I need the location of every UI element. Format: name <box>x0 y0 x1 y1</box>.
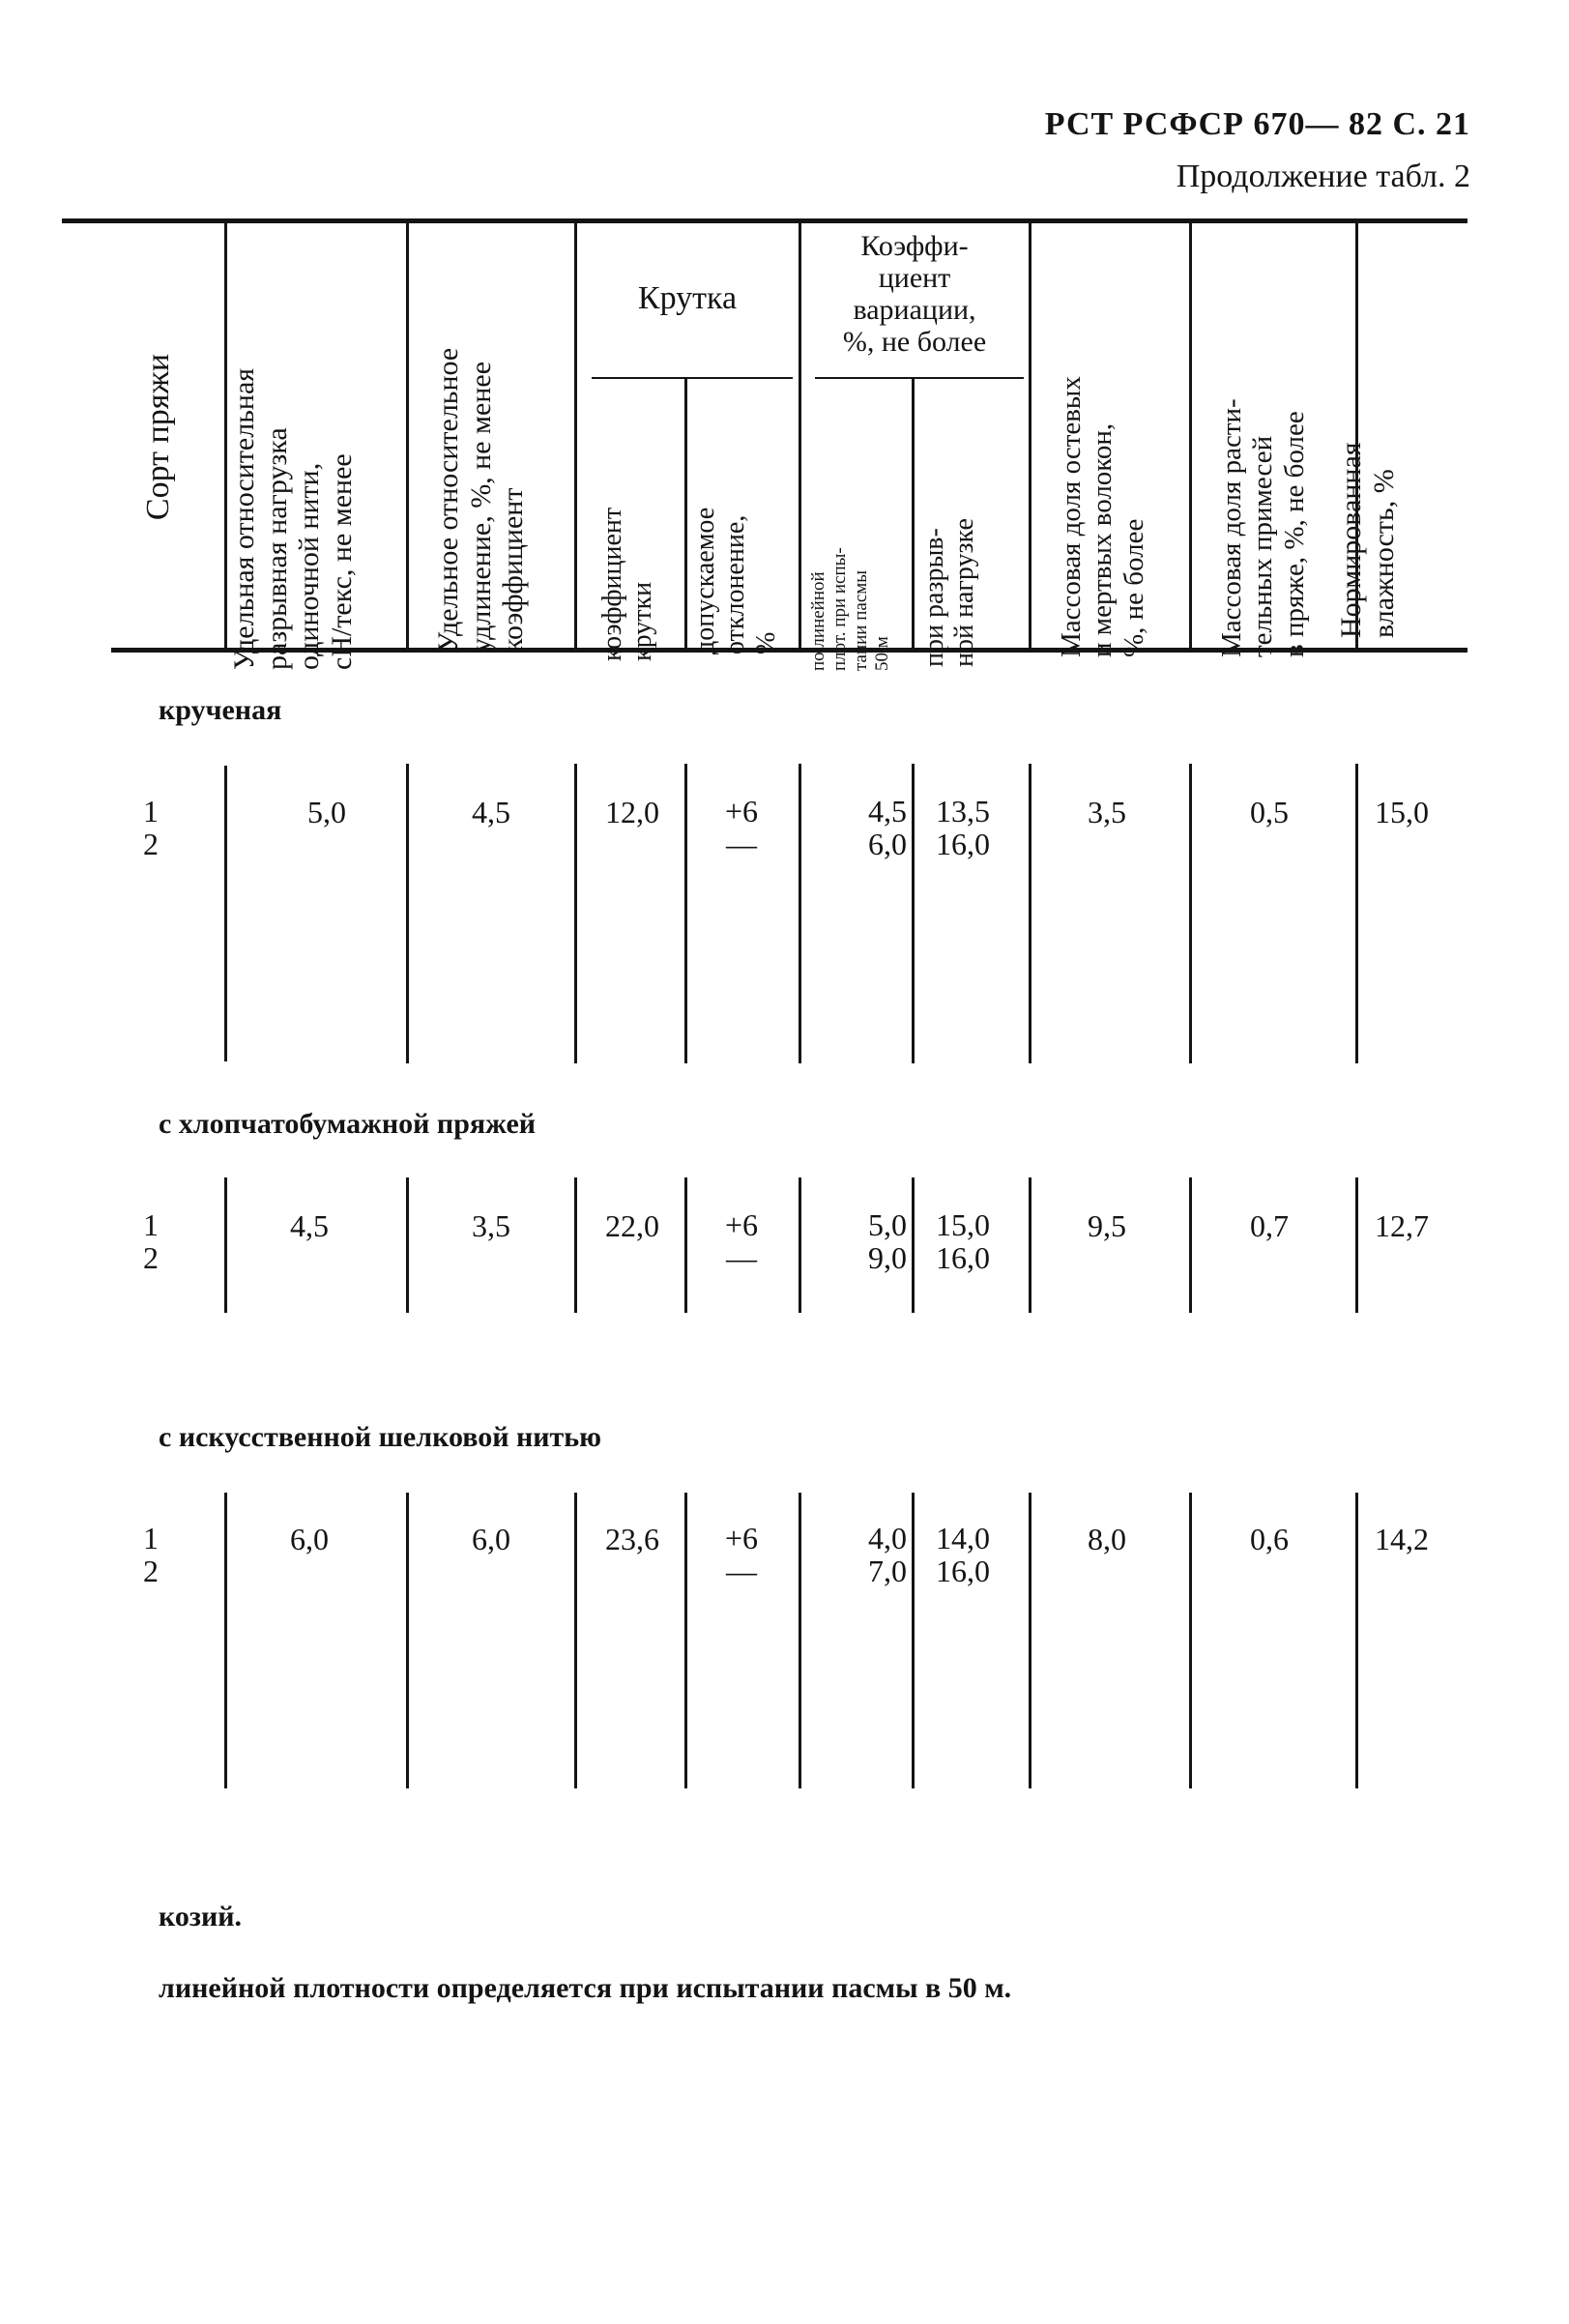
column-divider <box>912 1177 915 1313</box>
column-divider <box>684 1493 687 1788</box>
column-divider <box>224 766 227 1061</box>
col-header-variation-load: при разрыв- ной нагрузке <box>919 518 980 667</box>
sort-numbers: 1 2 <box>143 1207 159 1275</box>
twist-coef-value: 23,6 <box>605 1522 659 1556</box>
twist-deviation-value: +6 — <box>724 794 759 861</box>
column-divider <box>1189 1177 1192 1313</box>
sort-numbers: 1 2 <box>143 1521 159 1588</box>
variation-linear-value: 4,0 7,0 <box>868 1521 907 1588</box>
breaking-load-value: 4,5 <box>290 1208 329 1243</box>
breaking-load-value: 5,0 <box>307 795 346 829</box>
column-divider <box>799 1493 801 1788</box>
header-divider <box>684 379 687 648</box>
col-header-twist-coef: коэффициент крутки <box>597 507 658 661</box>
dead-fibers-value: 8,0 <box>1088 1522 1126 1556</box>
variation-linear-value: 5,0 9,0 <box>868 1207 907 1275</box>
twist-coef-value: 12,0 <box>605 795 659 829</box>
column-divider <box>574 764 577 1063</box>
elongation-value: 6,0 <box>472 1522 510 1556</box>
column-divider <box>574 1493 577 1788</box>
variation-load-value: 13,5 16,0 <box>936 794 990 861</box>
footnote: линейной плотности определяется при испытании пасмы в 50 м. <box>159 1972 1012 2004</box>
column-divider <box>1355 764 1358 1063</box>
column-divider <box>799 764 801 1063</box>
column-divider <box>1029 1177 1031 1313</box>
variation-load-value: 15,0 16,0 <box>936 1207 990 1275</box>
twist-coef-value: 22,0 <box>605 1208 659 1243</box>
twist-deviation-value: +6 — <box>724 1521 759 1588</box>
col-header-variation-linear: по линейной плот. при испы- тании пасмы 50 м <box>808 547 892 671</box>
col-header-twist-group: Крутка <box>637 280 738 316</box>
table-continuation-label: Продолжение табл. 2 <box>1176 159 1470 194</box>
col-header-twist-dev: допускаемое отклонение, % <box>690 507 781 654</box>
column-divider <box>574 1177 577 1313</box>
column-divider <box>406 764 409 1063</box>
column-divider <box>912 1493 915 1788</box>
elongation-value: 4,5 <box>472 795 510 829</box>
variation-subheader-rule <box>815 377 1024 379</box>
twist-deviation-value: +6 — <box>724 1207 759 1275</box>
header-divider <box>1189 223 1192 648</box>
column-divider <box>799 1177 801 1313</box>
document-code: РСТ РСФСР 670— 82 С. 21 <box>1044 106 1470 142</box>
impurities-value: 0,7 <box>1250 1208 1289 1243</box>
humidity-value: 15,0 <box>1375 795 1429 829</box>
twist-subheader-rule <box>592 377 793 379</box>
column-divider <box>1029 764 1031 1063</box>
table-top-rule <box>62 218 1467 223</box>
column-divider <box>406 1177 409 1313</box>
column-divider <box>1189 1493 1192 1788</box>
humidity-value: 12,7 <box>1375 1208 1429 1243</box>
section-title: с искусственной шелковой нитью <box>159 1421 602 1453</box>
dead-fibers-value: 9,5 <box>1088 1208 1126 1243</box>
col-header-elongation: Удельное относительное удлинение, %, не менее коэффициент <box>432 347 530 653</box>
column-divider <box>224 1177 227 1313</box>
header-divider <box>406 223 409 648</box>
col-header-humidity: Нормированная влажность, % <box>1335 442 1400 638</box>
column-divider <box>224 1493 227 1788</box>
col-header-breaking-load: Удельная относительная разрывная нагрузка одиночной нити, cН/текс, не менее <box>228 367 358 670</box>
section-title: крученая <box>159 694 282 726</box>
col-header-dead-fibers: Массовая доля остевых и мертвых волокон, %, не более <box>1056 376 1149 657</box>
impurities-value: 0,6 <box>1250 1522 1289 1556</box>
column-divider <box>1355 1177 1358 1313</box>
col-header-variation-group: Коэффи- циент вариации, %, не более <box>842 230 987 358</box>
column-divider <box>406 1493 409 1788</box>
column-divider <box>684 764 687 1063</box>
col-header-sort: Сорт пряжи <box>140 353 176 521</box>
humidity-value: 14,2 <box>1375 1522 1429 1556</box>
column-divider <box>912 764 915 1063</box>
footnote: козий. <box>159 1901 243 1932</box>
column-divider <box>1189 764 1192 1063</box>
col-header-impurities: Массовая доля расти- тельных примесей в пряже, %, не более <box>1216 398 1310 657</box>
header-divider <box>224 223 227 648</box>
variation-load-value: 14,0 16,0 <box>936 1521 990 1588</box>
section-title: с хлопчатобумажной пряжей <box>159 1108 537 1140</box>
header-divider <box>1029 223 1031 648</box>
breaking-load-value: 6,0 <box>290 1522 329 1556</box>
variation-linear-value: 4,5 6,0 <box>868 794 907 861</box>
elongation-value: 3,5 <box>472 1208 510 1243</box>
column-divider <box>1355 1493 1358 1788</box>
column-divider <box>684 1177 687 1313</box>
impurities-value: 0,5 <box>1250 795 1289 829</box>
sort-numbers: 1 2 <box>143 794 159 861</box>
column-divider <box>1029 1493 1031 1788</box>
dead-fibers-value: 3,5 <box>1088 795 1126 829</box>
